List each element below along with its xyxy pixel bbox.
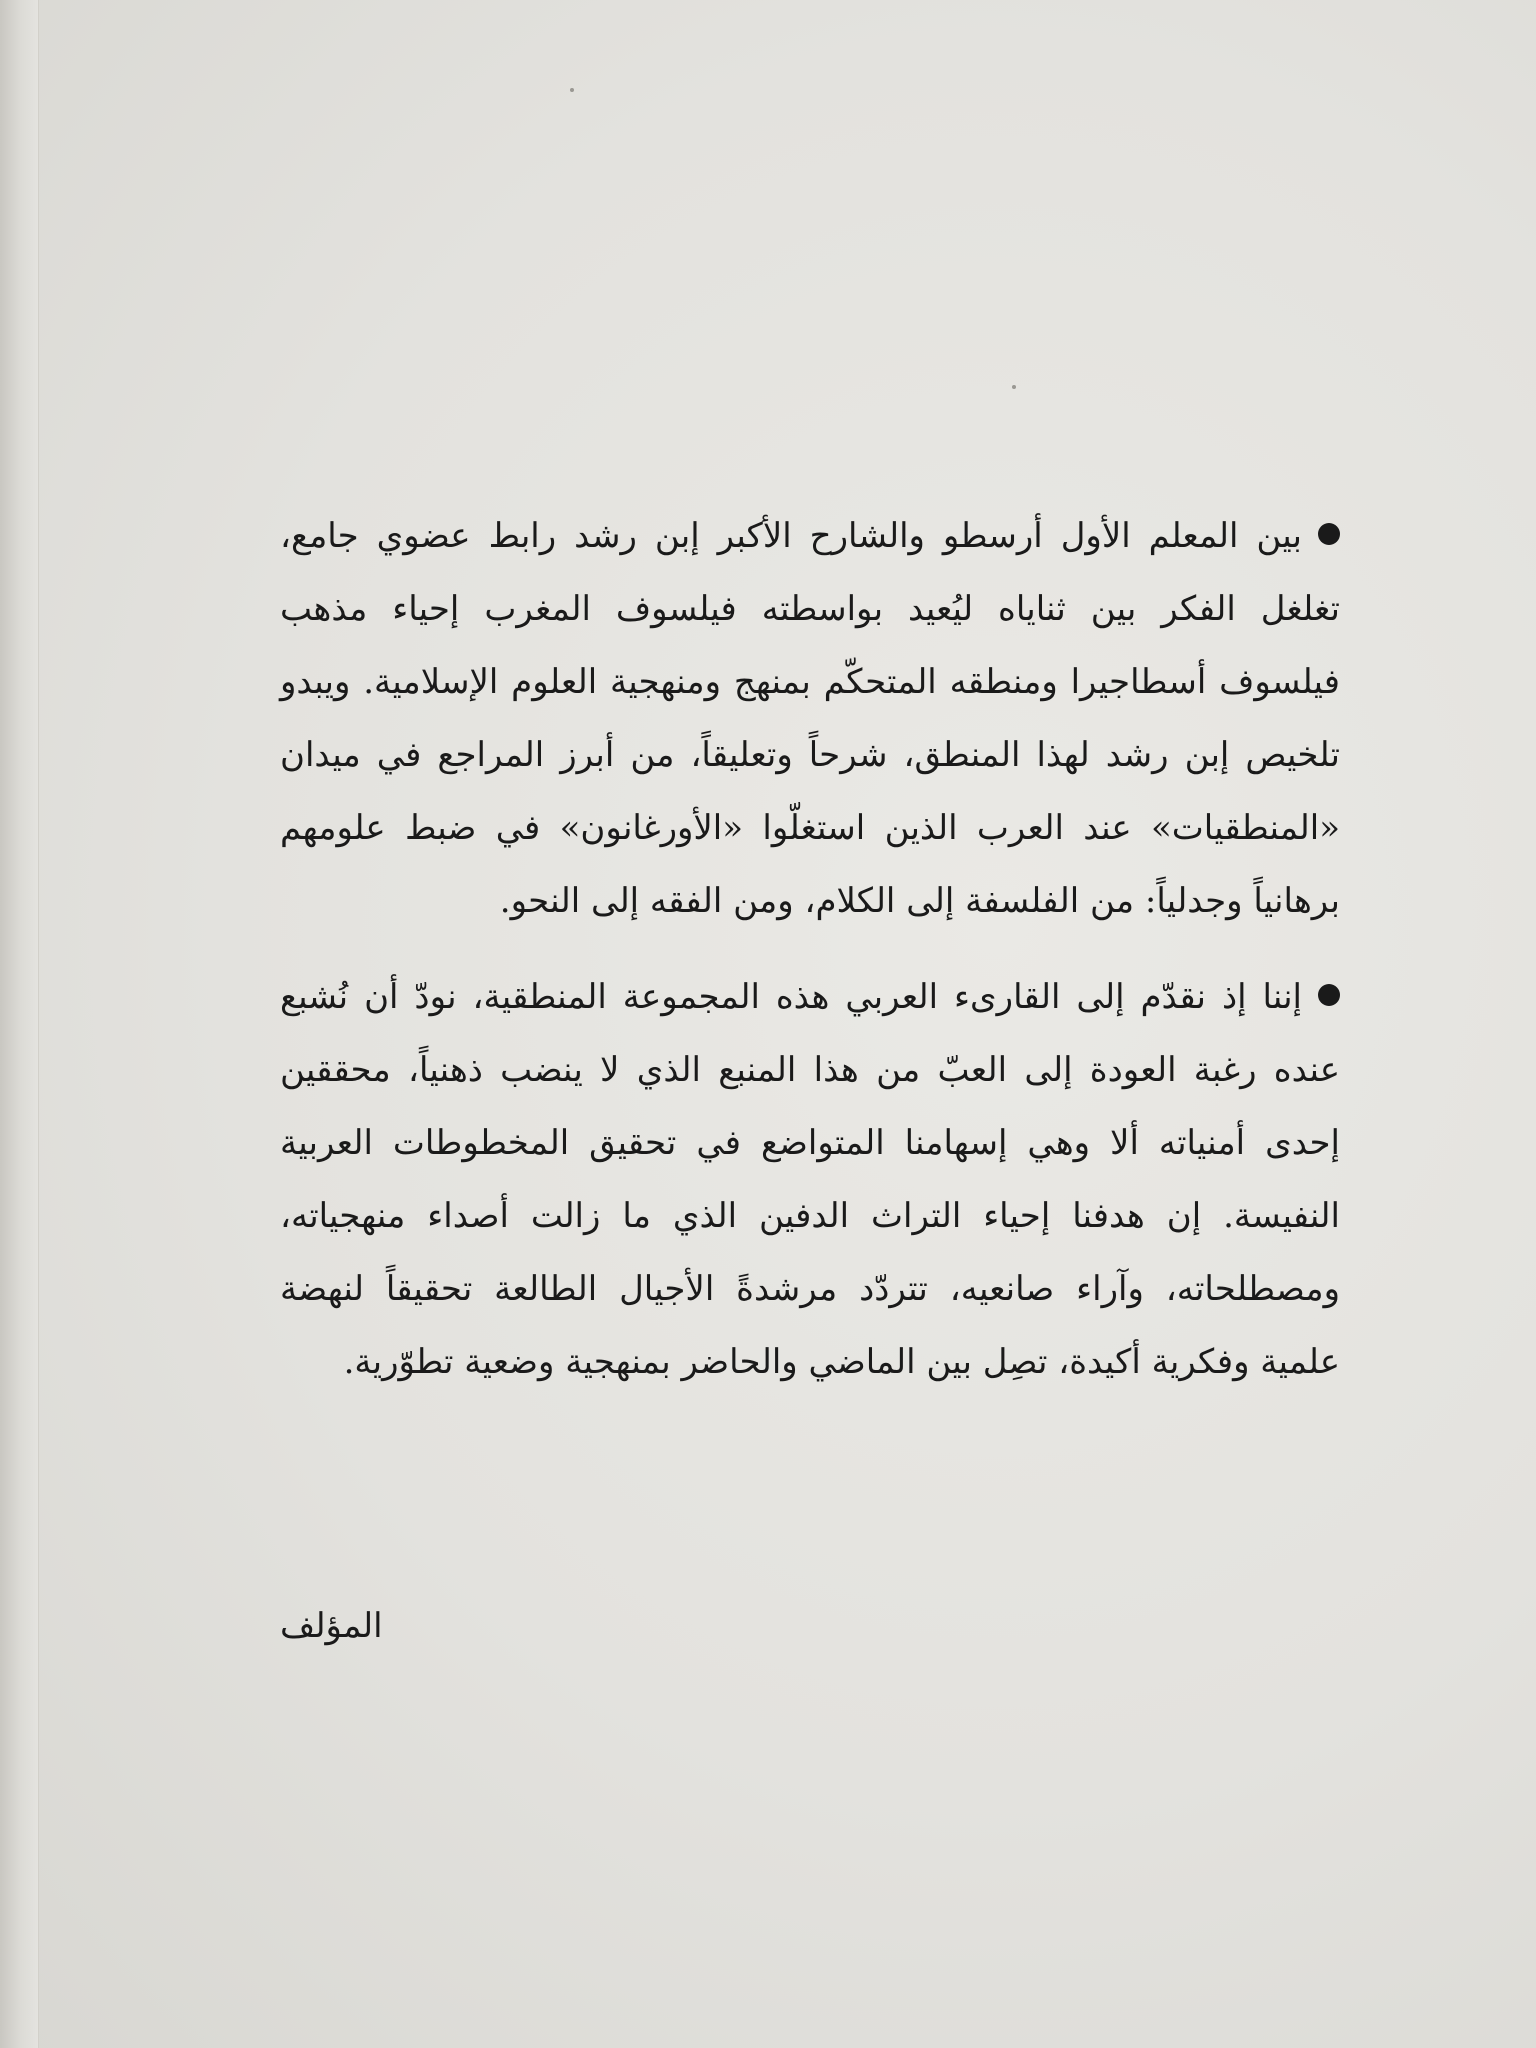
paragraph-1	[280, 500, 1340, 938]
book-spine-edge	[0, 0, 39, 2048]
paragraph-2	[280, 961, 1340, 1399]
bullet-icon	[1318, 523, 1340, 545]
paragraph-2-text: إننا إذ نقدّم إلى القارىء العربي هذه المجموعة المنطقية، نودّ أن نُشبع عنده رغبة العودة إلى العبّ من هذا المنبع الذي لا ينضب ذهنياً، محققين إحدى أمنياته ألا وهي إسهامنا المتواضع في تحقيق المخطوطات العربية النفيسة. إن هدفنا إحياء التراث الدفين الذي ما زالت أصداء منهجياته، ومصطلحاته، وآراء صانعيه، تتردّد مرشدةً الأجيال الطالعة تحقيقاً لنهضة علمية وفكرية أكيدة، تصِل بين الماضي والحاضر بمنهجية وضعية تطوّرية.	[280, 977, 1340, 1382]
paper-speck	[570, 88, 574, 92]
bullet-icon	[1318, 984, 1340, 1006]
author-signature: المؤلف	[280, 1606, 383, 1646]
paragraph-1-text: بين المعلم الأول أرسطو والشارح الأكبر إبن رشد رابط عضوي جامع، تغلغل الفكر بين ثناياه ليُعيد بواسطته فيلسوف المغرب إحياء مذهب فيلسوف أسطاجيرا ومنطقه المتحكّم بمنهج ومنهجية العلوم الإسلامية. ويبدو تلخيص إبن رشد لهذا المنطق، شرحاً وتعليقاً، من أبرز المراجع في ميدان «المنطقيات» عند العرب الذين استغلّوا «الأورغانون» في ضبط علومهم برهانياً وجدلياً: من الفلسفة إلى الكلام، ومن الفقه إلى النحو.	[280, 516, 1340, 921]
blurb-text	[280, 500, 1340, 1422]
paper-speck	[1012, 385, 1016, 389]
